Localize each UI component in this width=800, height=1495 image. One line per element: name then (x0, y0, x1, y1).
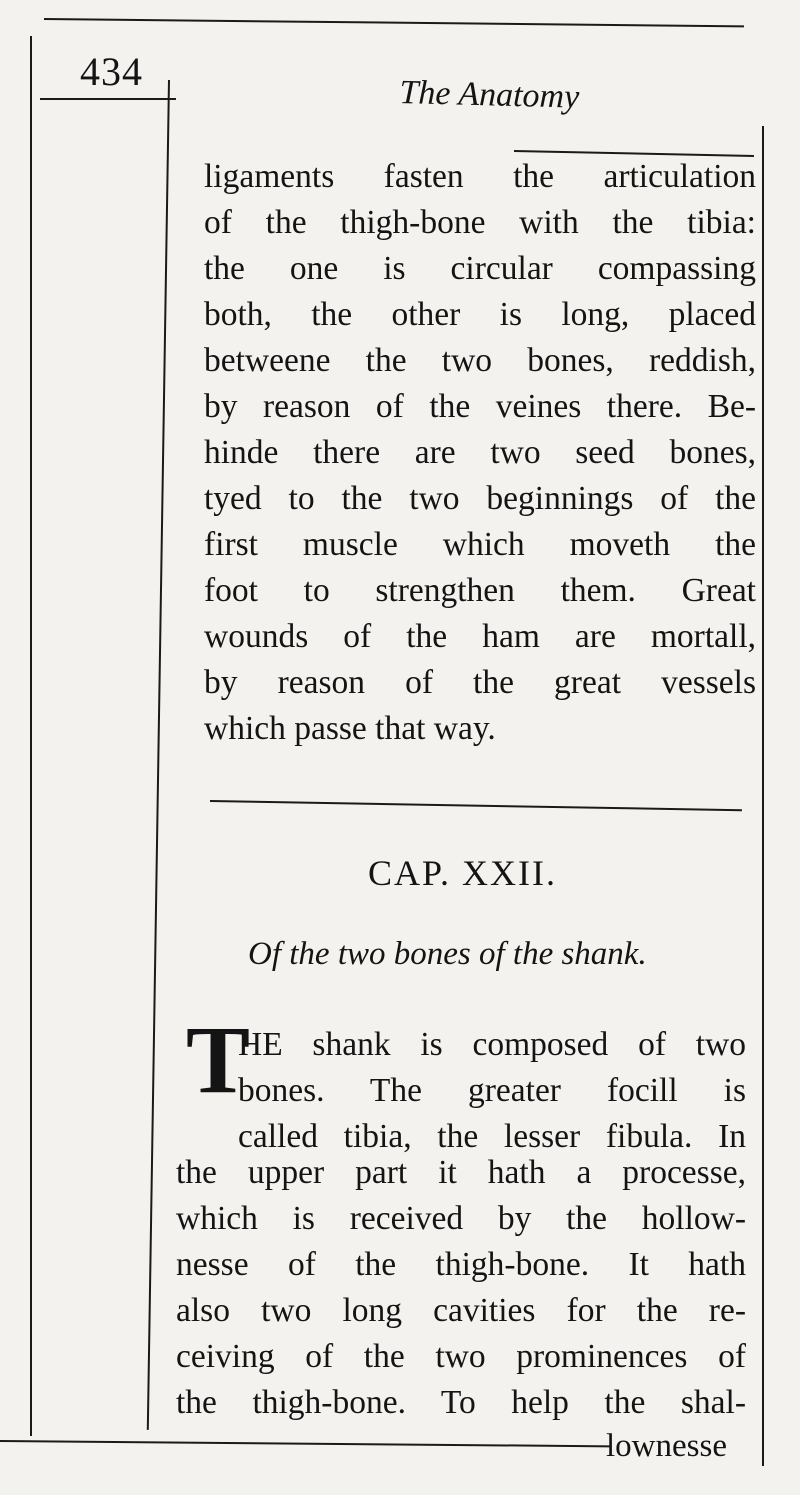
text-line: nesse of the thigh-bone. It hath (176, 1246, 746, 1283)
text-line: first muscle which moveth the (204, 526, 756, 563)
text-line: of the thigh-bone with the tibia: (204, 204, 756, 241)
paragraph-1 (204, 154, 756, 752)
text-line: by reason of the veines there. Be- (204, 388, 756, 425)
column-left-rule (147, 80, 170, 1430)
text-line: foot to strengthen them. Great (204, 572, 756, 609)
text-line: wounds of the ham are mortall, (204, 618, 756, 655)
running-head: The Anatomy (399, 74, 580, 116)
text-line: called tibia, the lesser fibula. In (238, 1118, 746, 1155)
text-line: hinde there are two seed bones, (204, 434, 756, 471)
chapter-title: Of the two bones of the shank. (248, 936, 647, 972)
chapter-heading: CAP. XXII. (368, 853, 558, 893)
bottom-rule (0, 1440, 610, 1447)
page-number-rule (40, 98, 176, 100)
text-line-last: which passe that way. (204, 710, 496, 747)
column-right-rule (762, 126, 764, 1466)
text-line: the thigh-bone. To help the shal- (176, 1384, 746, 1421)
text-line: ceiving of the two prominences of (176, 1338, 746, 1375)
text-line: betweene the two bones, reddish, (204, 342, 756, 379)
left-margin-rule (30, 36, 32, 1436)
text-line: HE shank is composed of two (238, 1026, 746, 1063)
text-line: both, the other is long, placed (204, 296, 756, 333)
text-line: which is received by the hollow- (176, 1200, 746, 1237)
text-line: ligaments fasten the articulation (204, 158, 756, 195)
top-rule (44, 18, 744, 27)
text-line: the upper part it hath a processe, (176, 1154, 746, 1191)
paragraph-2-indented (238, 1022, 746, 1160)
text-line: tyed to the two beginnings of the (204, 480, 756, 517)
text-line: the one is circular compassing (204, 250, 756, 287)
text-line: by reason of the great vessels (204, 664, 756, 701)
text-line: bones. The greater focill is (238, 1072, 746, 1109)
text-line: also two long cavities for the re- (176, 1292, 746, 1329)
catchword: lownesse (606, 1428, 727, 1464)
drop-cap: T (186, 1006, 251, 1113)
section-rule (210, 800, 742, 811)
paragraph-2 (176, 1150, 746, 1426)
page-number: 434 (80, 49, 143, 94)
